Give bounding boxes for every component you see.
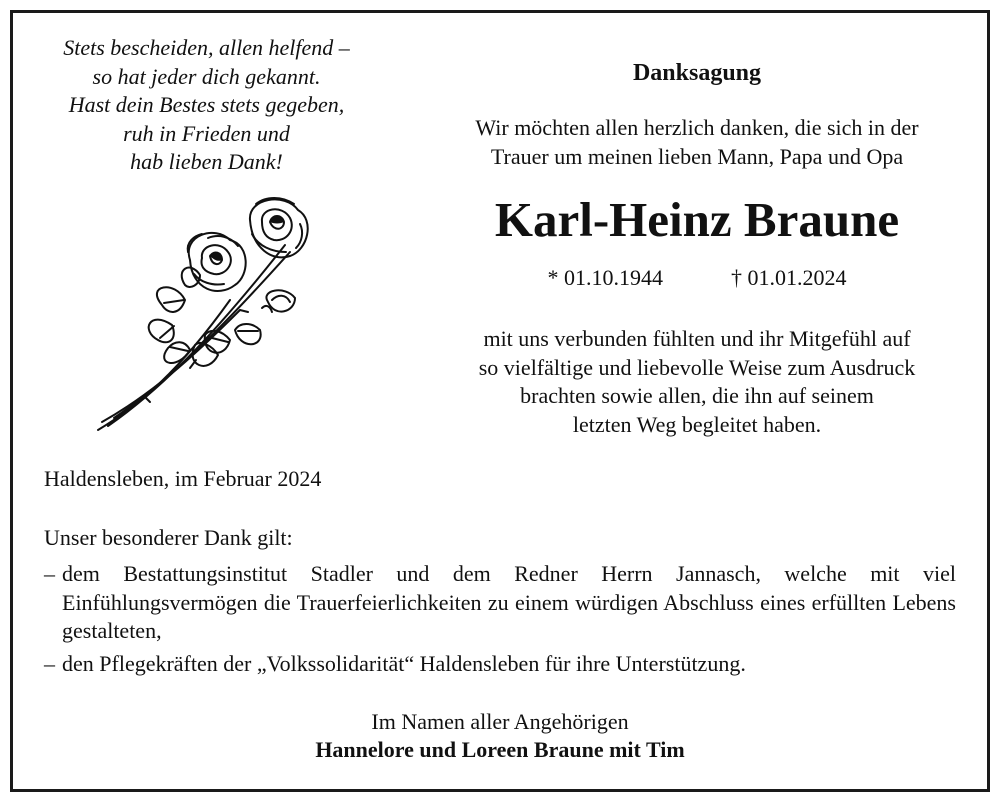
list-item-text: den Pflegekräften der „Volkssolidarität“ Haldensleben für ihre Unterstützung. [62, 650, 746, 676]
heading-danksagung: Danksagung [632, 60, 762, 86]
signoff-names: Hannelore und Loreen Braune mit Tim [315, 737, 685, 762]
birth-date: * 01.10.1944 [547, 265, 663, 290]
poem-line: hab lieben Dank! [130, 149, 283, 174]
poem-line: Hast dein Bestes stets gegeben, [68, 92, 345, 117]
poem-line: ruh in Frieden und [123, 120, 290, 146]
list-item [44, 650, 956, 679]
dash-bullet: – [44, 561, 55, 586]
special-thanks-intro: Unser besonderer Dank gilt: [44, 525, 293, 550]
outro-text [432, 325, 962, 439]
poem-line: so hat jeder dich gekannt. [92, 63, 321, 89]
death-date: † 01.01.2024 [731, 265, 847, 290]
dash-bullet: – [44, 650, 55, 676]
outro-line: mit uns verbunden fühlten und ihr Mitgefühl auf [483, 326, 911, 351]
poem [34, 34, 379, 177]
outro-line: brachten sowie allen, die ihn auf seinem [520, 383, 874, 408]
list-item [44, 560, 956, 646]
deceased-name: Karl-Heinz Braune [494, 192, 900, 247]
outro-line: so vielfältige und liebevolle Weise zum Ausdruck [478, 354, 916, 380]
life-dates [432, 264, 962, 292]
outro-line: letzten Weg begleitet haben. [572, 411, 822, 437]
intro-line: Trauer um meinen lieben Mann, Papa und Opa [490, 143, 904, 169]
intro-line: Wir möchten allen herzlich danken, die sich in der [475, 115, 919, 140]
signoff-line: Im Namen aller Angehörigen [371, 709, 629, 734]
intro-text [432, 114, 962, 171]
list-item-text: dem Bestattungsinstitut Stadler und dem Redner Herrn Jannasch, welche mit viel Einfühlungsvermögen die Trauerfeierlichkeiten zu einem würdigen Abschluss eines erfüllten Lebens gestalteten, [62, 561, 956, 643]
rose-illustration [90, 190, 340, 440]
place-date: Haldensleben, im Februar 2024 [44, 466, 322, 491]
poem-line: Stets bescheiden, allen helfend – [63, 35, 350, 60]
special-thanks-list [44, 560, 956, 682]
